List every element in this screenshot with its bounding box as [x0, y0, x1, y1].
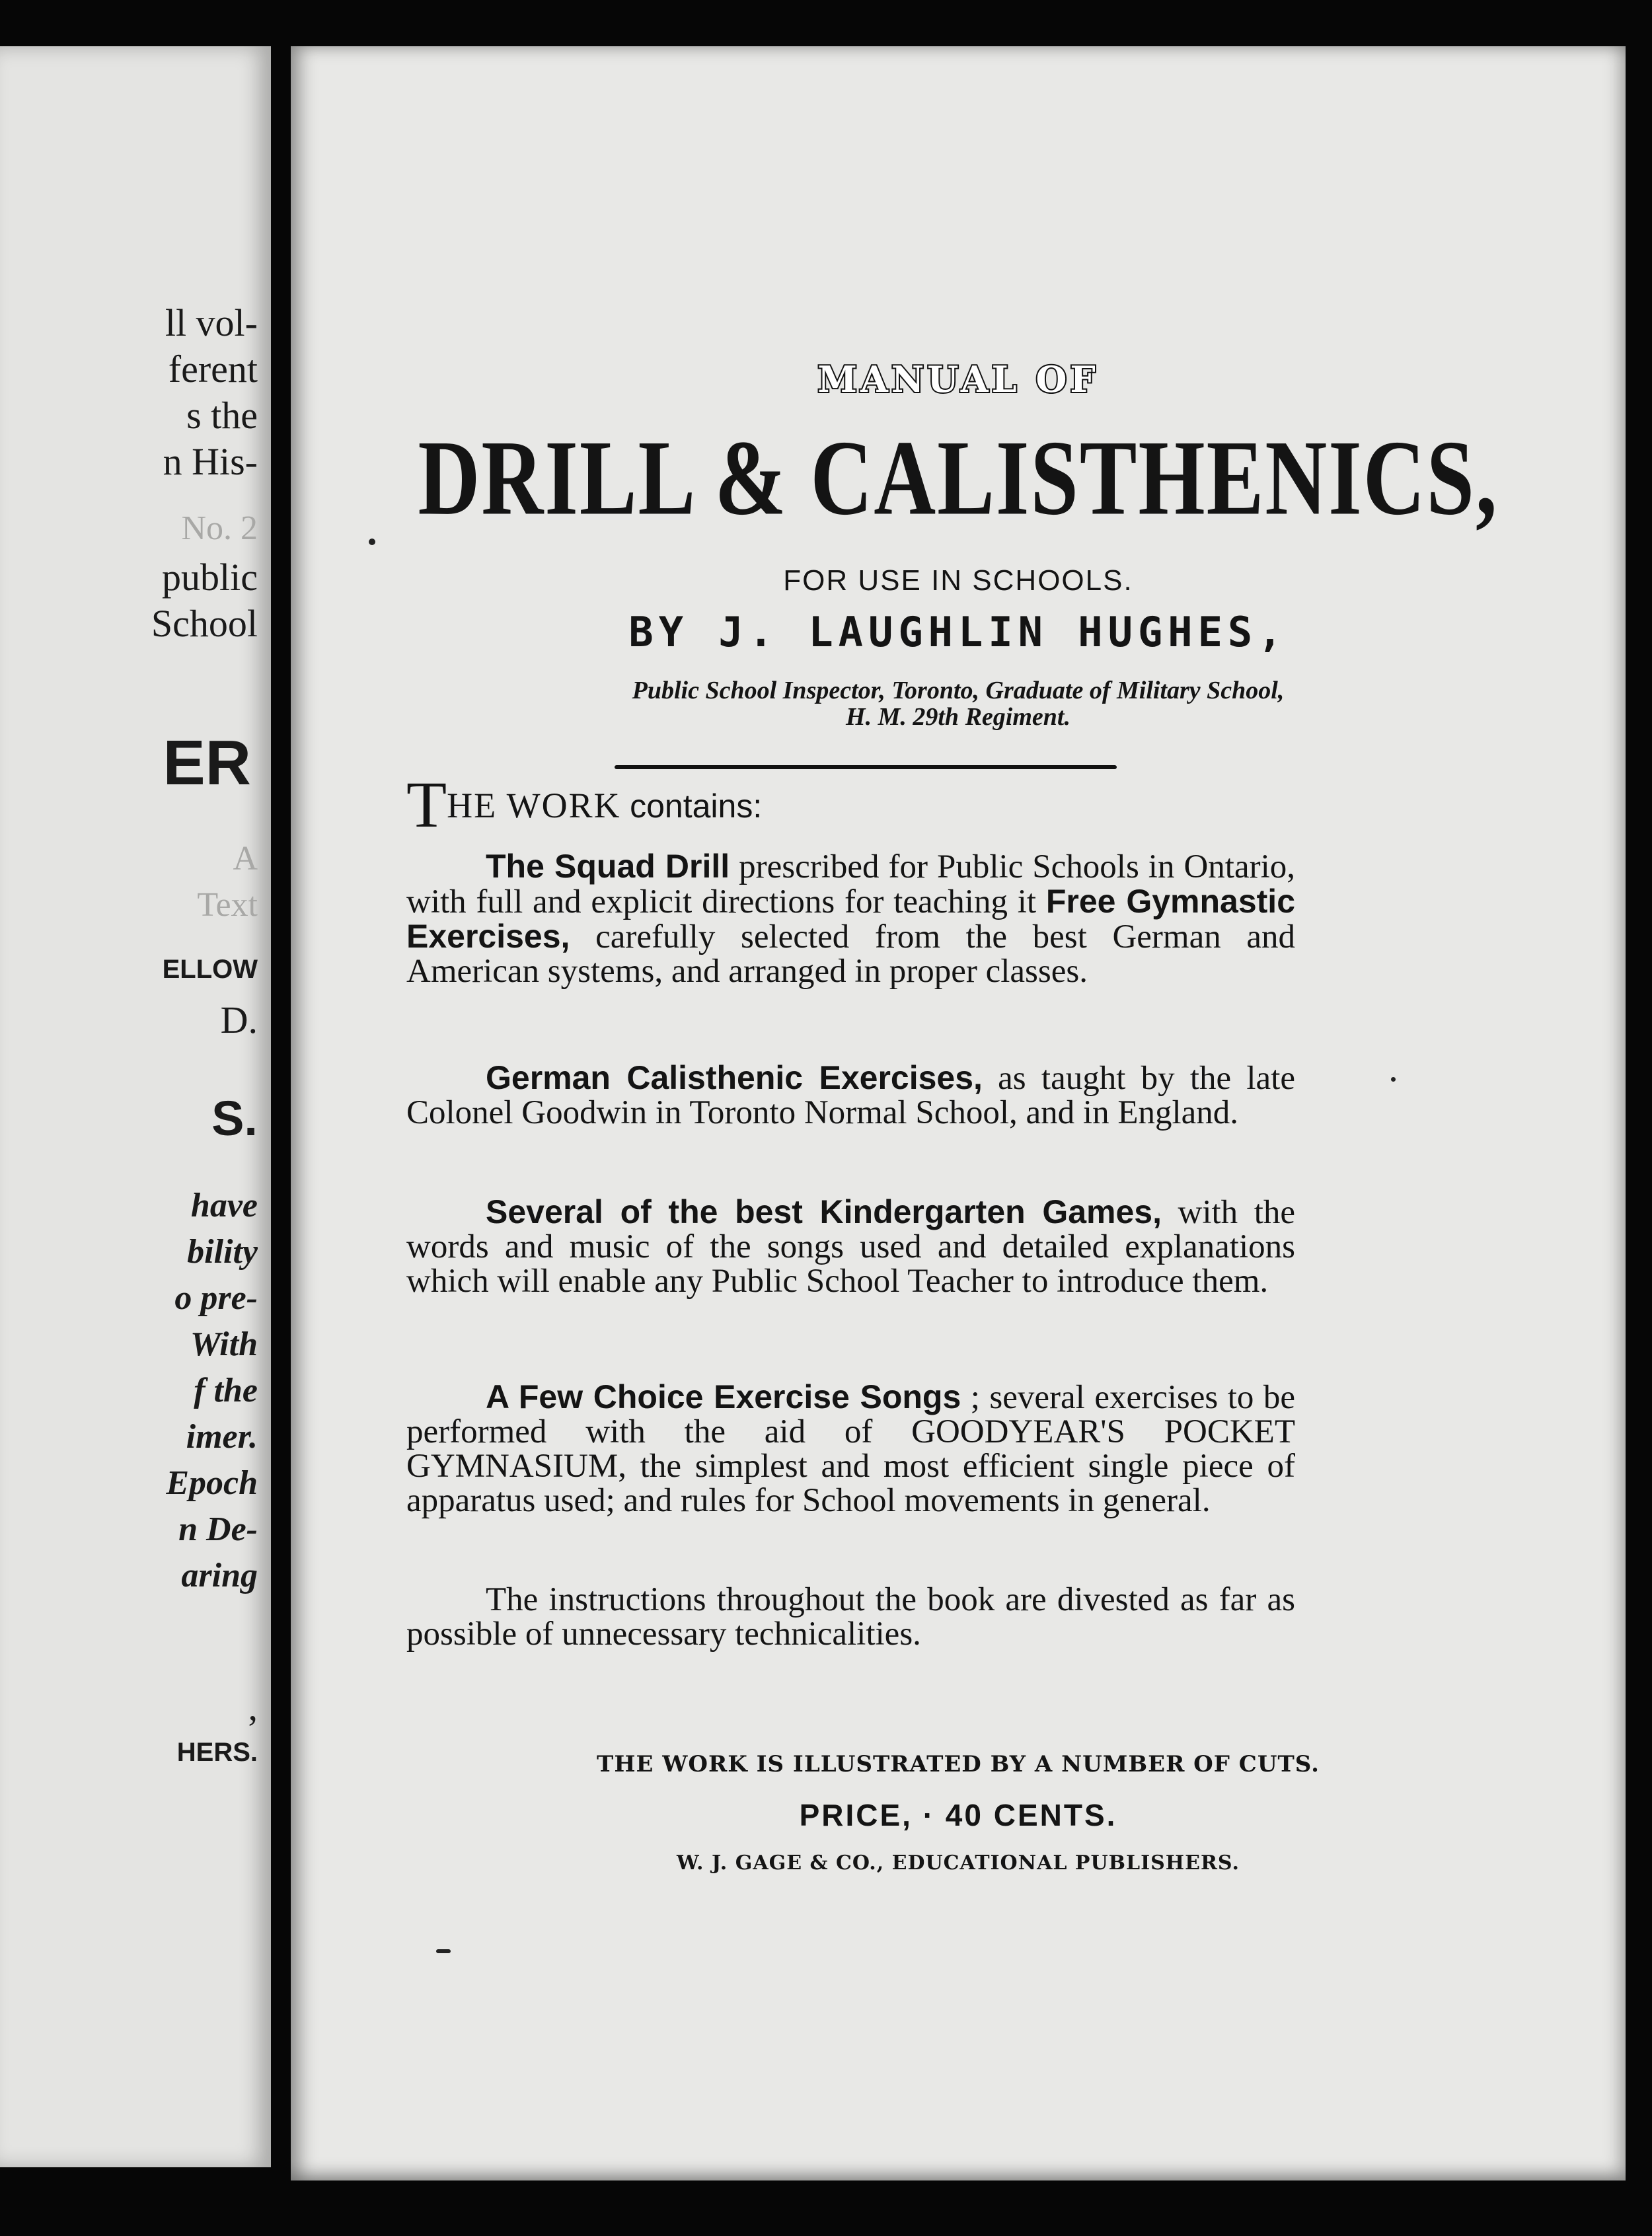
- facing-page-fragment: [0, 46, 271, 2167]
- ink-speck: [1391, 1077, 1396, 1082]
- left-line: D.: [220, 998, 258, 1041]
- author-line: BY J. LAUGHLIN HUGHES,: [628, 608, 1288, 656]
- left-heading: ER: [163, 727, 251, 798]
- left-line: s the: [186, 394, 258, 437]
- left-line: aring: [181, 1557, 258, 1594]
- item-heading: German Calisthenic Exercises,: [486, 1059, 983, 1096]
- left-line: public: [162, 556, 258, 599]
- left-line: ELLOW: [162, 955, 258, 984]
- subtitle: FOR USE IN SCHOOLS.: [783, 564, 1133, 597]
- left-line: imer.: [186, 1418, 258, 1456]
- item-text: ; several exercises to be performed with the aid of GOODYEAR'S POCKET GYMNASIUM, the simplest and most efficient single piece of apparatus used; and rules for School movements in general.: [406, 1379, 1296, 1519]
- left-heading: S.: [211, 1091, 258, 1146]
- contents-paragraph: [406, 1583, 1295, 1651]
- left-line: HERS.: [176, 1738, 258, 1767]
- left-line-faint: No. 2: [181, 509, 258, 547]
- contents-paragraph: [406, 849, 1295, 988]
- ink-speck: [436, 1949, 451, 1953]
- intro-caps: HE WORK: [447, 786, 621, 825]
- item-text: The instructions throughout the book are divested as far as possible of unnecessary technicalities.: [406, 1581, 1295, 1653]
- left-line: ferent: [168, 348, 258, 391]
- item-heading: Free Gymnastic Exercises,: [406, 883, 1296, 955]
- left-line: bility: [187, 1233, 258, 1271]
- left-line: ,: [248, 1686, 258, 1729]
- item-text: prescribed for Public Schools in Ontario, with full and explicit directions for teaching it: [406, 848, 1295, 920]
- item-heading: A Few Choice Exercise Songs: [486, 1378, 961, 1415]
- credentials-line-1: Public School Inspector, Toronto, Graduate of Military School,: [632, 677, 1285, 704]
- contents-intro: [406, 768, 1295, 841]
- item-heading: Several of the best Kindergarten Games,: [486, 1193, 1162, 1230]
- ink-speck: [369, 539, 375, 545]
- illustration-note: THE WORK IS ILLUSTRATED BY A NUMBER OF CUTS.: [597, 1751, 1320, 1777]
- left-line-faint: A: [233, 840, 258, 877]
- left-line: Epoch: [166, 1464, 258, 1502]
- item-text: carefully selected from the best German and American systems, and arranged in proper classes.: [406, 918, 1296, 990]
- divider-rule: [615, 765, 1117, 769]
- left-line: o pre-: [174, 1279, 258, 1317]
- left-line: n His-: [163, 440, 258, 483]
- item-heading: The Squad Drill: [486, 848, 730, 885]
- contents-paragraph: [406, 1061, 1295, 1130]
- item-text: as taught by the late Colonel Goodwin in Toronto Normal School, and in England.: [406, 1060, 1296, 1131]
- left-line: n De-: [178, 1510, 258, 1548]
- contents-paragraph: [406, 1380, 1295, 1518]
- manual-of-heading: MANUAL OF: [817, 358, 1099, 400]
- credentials-line-2: H. M. 29th Regiment.: [846, 703, 1070, 731]
- item-text: with the words and music of the songs used and detailed explanations which will enable any Public School Teacher to introduce them.: [406, 1194, 1295, 1300]
- author-credentials: [291, 677, 1626, 730]
- left-line: School: [151, 602, 258, 645]
- contents-paragraph: [406, 1195, 1295, 1298]
- price-line: PRICE, · 40 CENTS.: [799, 1798, 1117, 1832]
- book-title: DRILL & CALISTHENICS,: [418, 418, 1499, 538]
- advertisement-page: [291, 46, 1626, 2180]
- left-line: have: [190, 1187, 258, 1224]
- left-line: f the: [194, 1372, 258, 1409]
- intro-rest: contains:: [630, 788, 763, 825]
- left-line: With: [190, 1325, 258, 1363]
- left-line-faint: Text: [197, 886, 258, 924]
- left-line: ll vol-: [165, 301, 258, 344]
- drop-cap: T: [406, 768, 447, 841]
- publisher-line: W. J. GAGE & CO., EDUCATIONAL PUBLISHERS.: [677, 1851, 1240, 1875]
